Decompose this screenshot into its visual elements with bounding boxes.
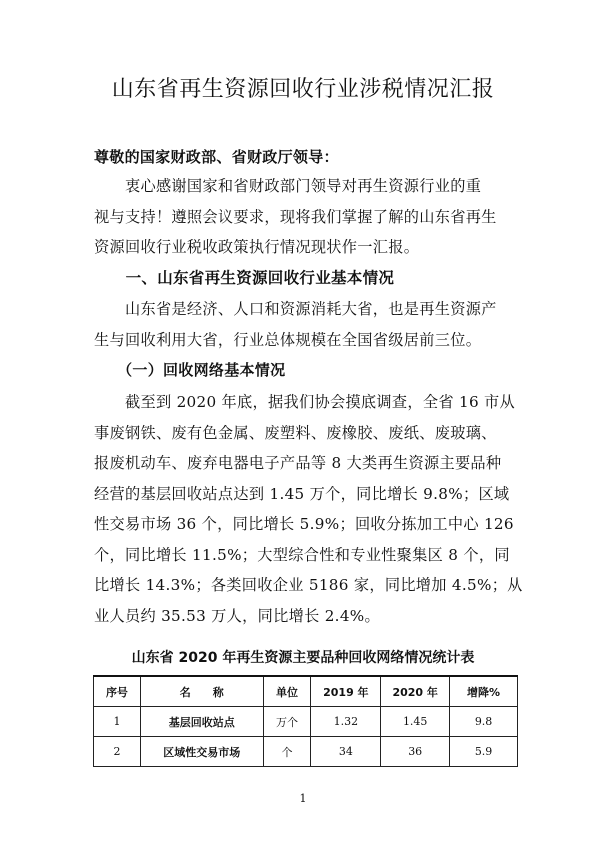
table-header-row — [94, 676, 518, 707]
paragraph-line: 衷心感谢国家和省财政部门领导对再生资源行业的重 — [94, 177, 482, 195]
table-cell: 2 — [94, 737, 141, 767]
page-number: 1 — [299, 792, 307, 805]
paragraph-3 — [94, 387, 523, 631]
paragraph-line: 山东省是经济、人口和资源消耗大省，也是再生资源产 — [94, 300, 497, 318]
subsection-heading-1: （一）回收网络基本情况 — [94, 361, 286, 379]
table-cell: 区域性交易市场 — [140, 737, 263, 767]
paragraph-2 — [94, 294, 518, 355]
paragraph-line: 资源回收行业税收政策执行情况现状作一汇报。 — [94, 238, 420, 256]
document-title: 山东省再生资源回收行业涉税情况汇报 — [111, 77, 495, 102]
table-header-cell: 名 称 — [140, 676, 263, 707]
paragraph-line: 截至到 2020 年底，据我们协会摸底调查，全省 16 市从 — [94, 393, 516, 411]
paragraph-line: 个，同比增长 11.5%；大型综合性和专业性聚集区 8 个，同 — [94, 545, 510, 564]
section-heading-1: 一、山东省再生资源回收行业基本情况 — [94, 269, 395, 287]
table-row — [94, 707, 518, 737]
paragraph-line: 视与支持！遵照会议要求，现将我们掌握了解的山东省再生 — [94, 207, 497, 226]
table-title: 山东省 2020 年再生资源主要品种回收网络情况统计表 — [131, 650, 475, 666]
table-header-cell: 增降% — [450, 676, 518, 707]
paragraph-1 — [94, 171, 518, 263]
table-header-cell: 单位 — [263, 676, 311, 707]
paragraph-line: 事废钢铁、废有色金属、废塑料、废橡胶、废纸、废玻璃、 — [94, 423, 497, 442]
paragraph-line: 性交易市场 36 个，同比增长 5.9%；回收分拣加工中心 126 — [94, 515, 514, 533]
table-header-cell: 2020 年 — [381, 676, 450, 707]
paragraph-line: 生与回收利用大省，行业总体规模在全国省级居前三位。 — [94, 330, 482, 349]
table-cell: 基层回收站点 — [140, 707, 263, 737]
table-cell: 1.45 — [381, 707, 450, 737]
paragraph-line: 报废机动车、废弃电器电子产品等 8 大类再生资源主要品种 — [94, 454, 502, 472]
table-cell: 9.8 — [450, 707, 518, 737]
paragraph-line: 经营的基层回收站点达到 1.45 万个，同比增长 9.8%；区域 — [94, 484, 510, 503]
table-cell: 36 — [381, 737, 450, 767]
table-header-cell: 序号 — [94, 676, 141, 707]
table-header-cell: 2019 年 — [311, 676, 381, 707]
table-cell: 5.9 — [450, 737, 518, 767]
paragraph-line: 业人员约 35.53 万人，同比增长 2.4%。 — [94, 606, 380, 625]
table-cell: 个 — [263, 737, 311, 767]
statistics-table — [93, 675, 518, 767]
table-cell: 1 — [94, 707, 141, 737]
table-cell: 万个 — [263, 707, 311, 737]
table-cell: 1.32 — [311, 707, 381, 737]
table-cell: 34 — [311, 737, 381, 767]
paragraph-line: 比增长 14.3%；各类回收企业 5186 家，同比增加 4.5%；从 — [94, 576, 523, 594]
salutation: 尊敬的国家财政部、省财政厅领导： — [94, 148, 339, 166]
table-row — [94, 737, 518, 767]
